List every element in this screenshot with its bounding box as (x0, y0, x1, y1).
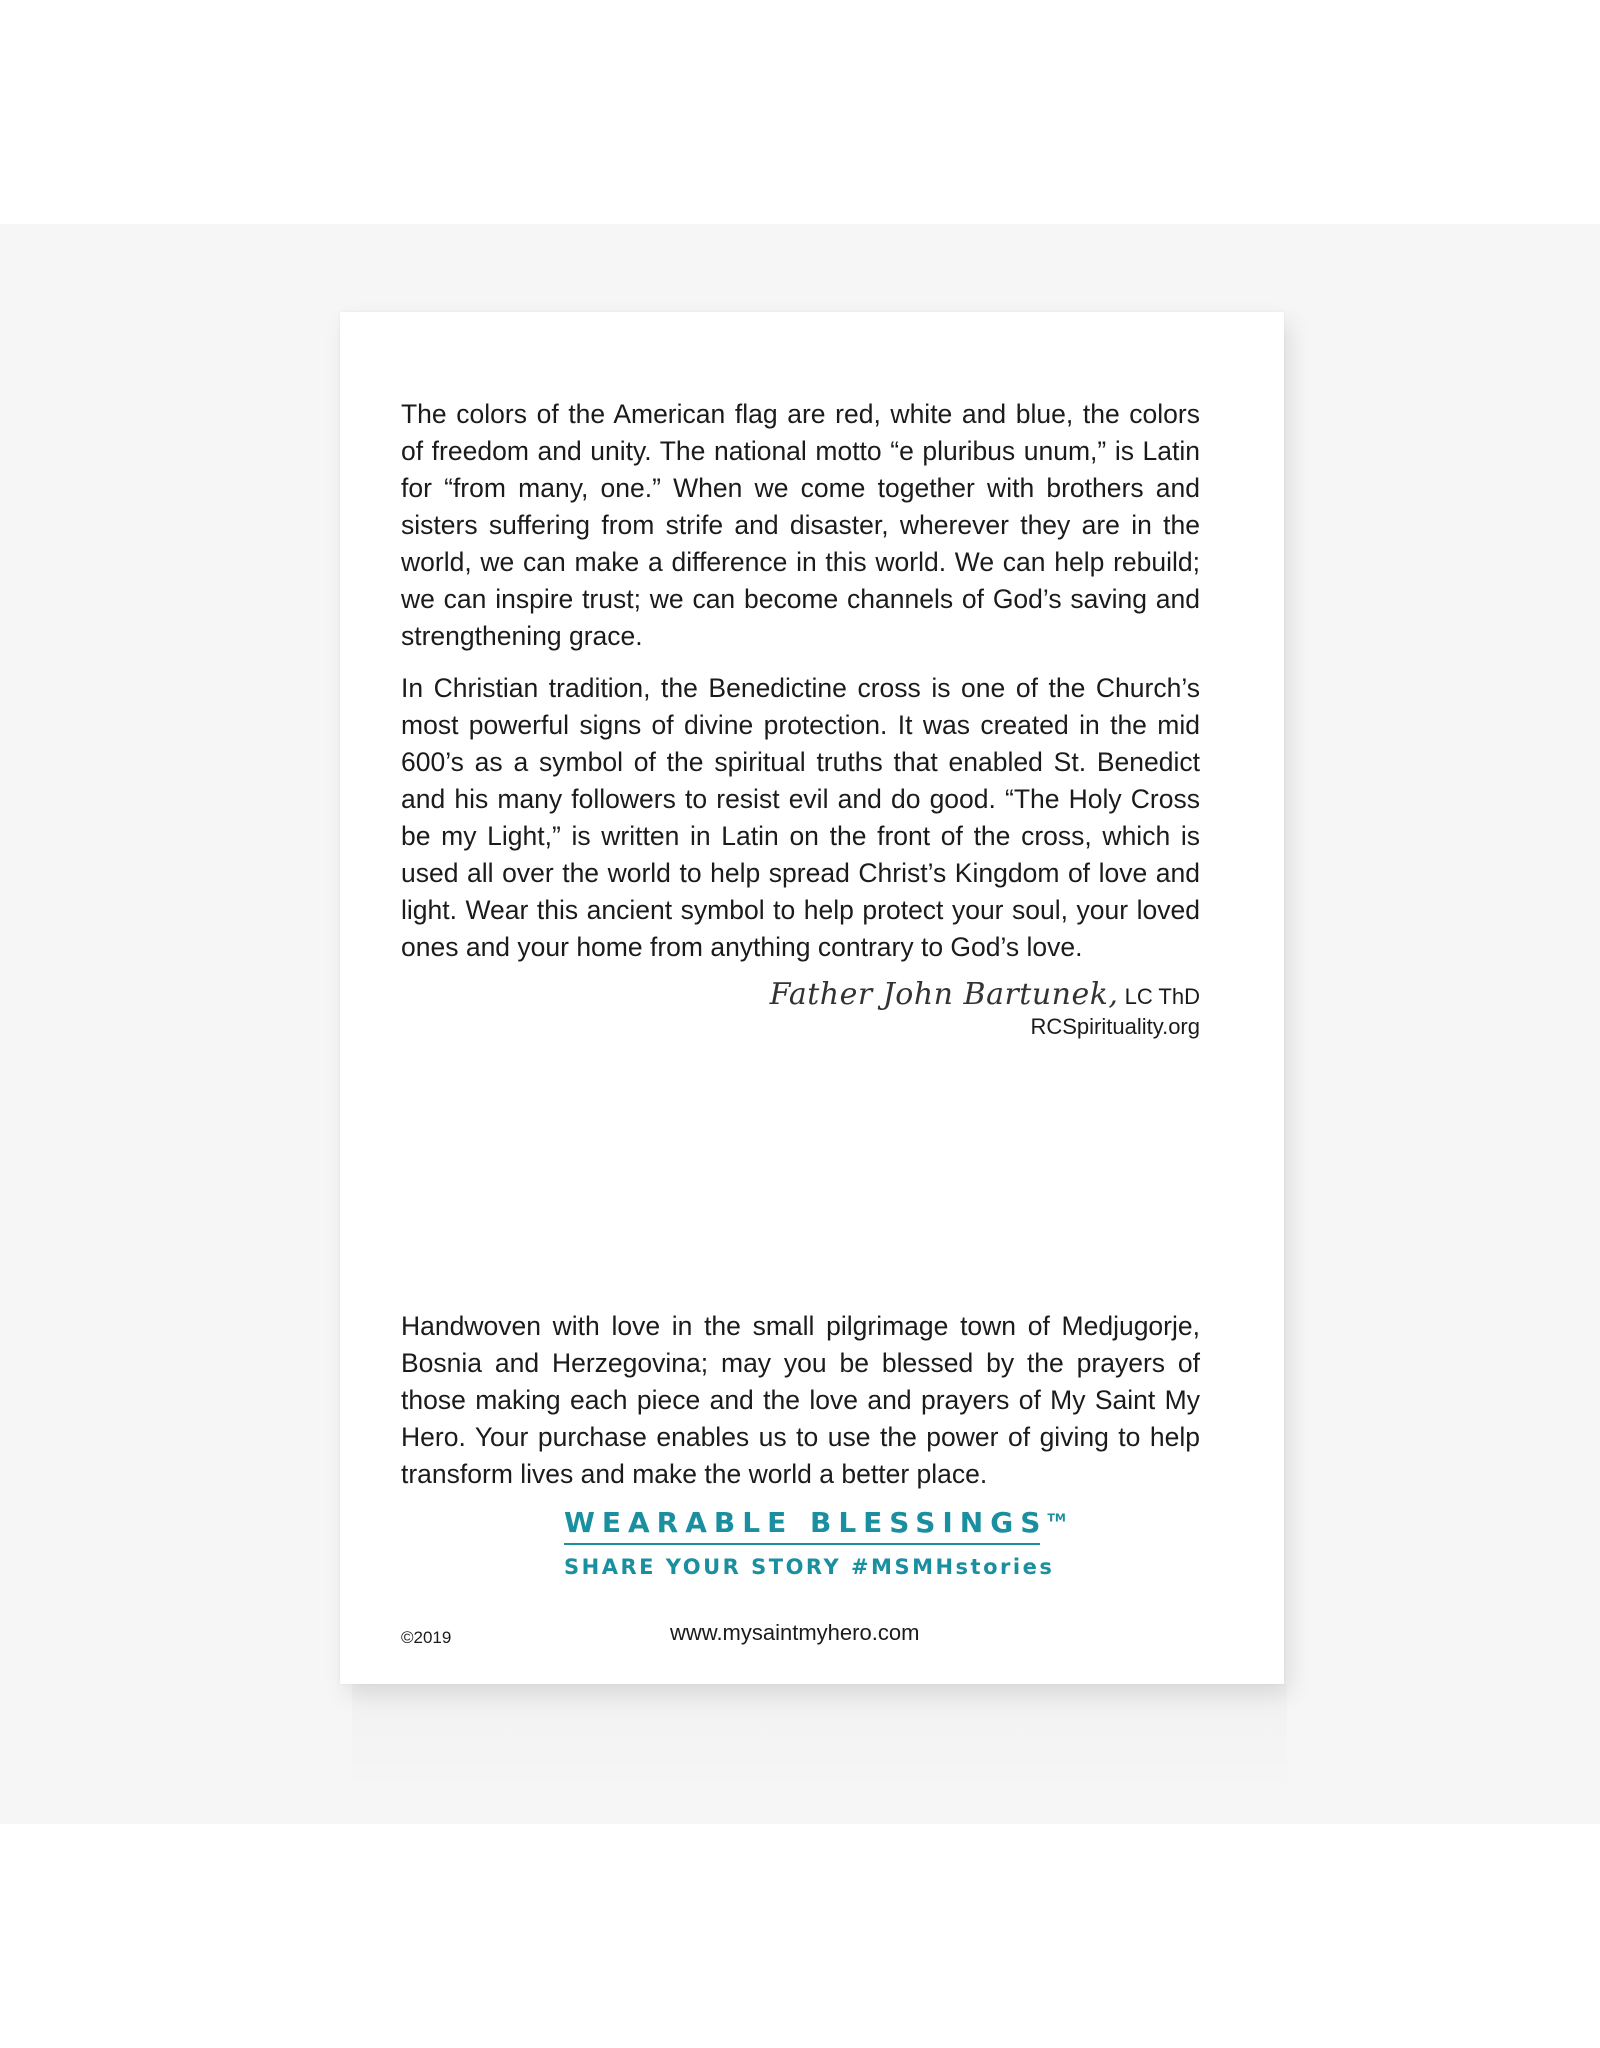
author-website: RCSpirituality.org (1030, 1014, 1200, 1039)
author-credentials: LC ThD (1124, 984, 1200, 1009)
signature-script: Father John Bartunek, (769, 977, 1119, 1012)
copyright-notice: ©2019 (401, 1628, 452, 1647)
brand-title: WEARABLE BLESSINGS (564, 1506, 1048, 1539)
product-card (340, 312, 1284, 1684)
brand-tagline: SHARE YOUR STORY #MSMHstories (564, 1555, 1055, 1579)
trademark-mark: TM (1047, 1511, 1066, 1525)
card-shadow (352, 1684, 1287, 1794)
paragraph-flag-colors: The colors of the American flag are red, white and blue, the colors of freedom and unity. The national motto “e pluribus unum,” is Latin for “from many, one.” When we come together with brothers and sisters suffering from strife and disaster, wherever they are in the world, we can make a difference in this world. We can help rebuild; we can inspire trust; we can become channels of God’s saving and strengthening grace. (401, 399, 1200, 651)
website-url: www.mysaintmyhero.com (670, 1620, 920, 1645)
author-signature (769, 977, 1200, 1042)
paragraph-benedictine-cross: In Christian tradition, the Benedictine cross is one of the Church’s most powerful signs of divine protection. It was created in the mid 600’s as a symbol of the spiritual truths that enabled St. Benedict and his many followers to resist evil and do good. “The Holy Cross be my Light,” is written in Latin on the front of the cross, which is used all over the world to help spread Christ’s Kingdom of love and light. Wear this ancient symbol to help protect your soul, your loved ones and your home from anything contrary to God’s love. (401, 673, 1200, 962)
paragraph-handwoven: Handwoven with love in the small pilgrimage town of Medjugorje, Bosnia and Herzegovina; may you be blessed by the prayers of those making each piece and the love and prayers of My Saint My Hero. Your purchase enables us to use the power of giving to help transform lives and make the world a better place. (401, 1311, 1200, 1489)
brand-block (564, 1506, 1066, 1579)
